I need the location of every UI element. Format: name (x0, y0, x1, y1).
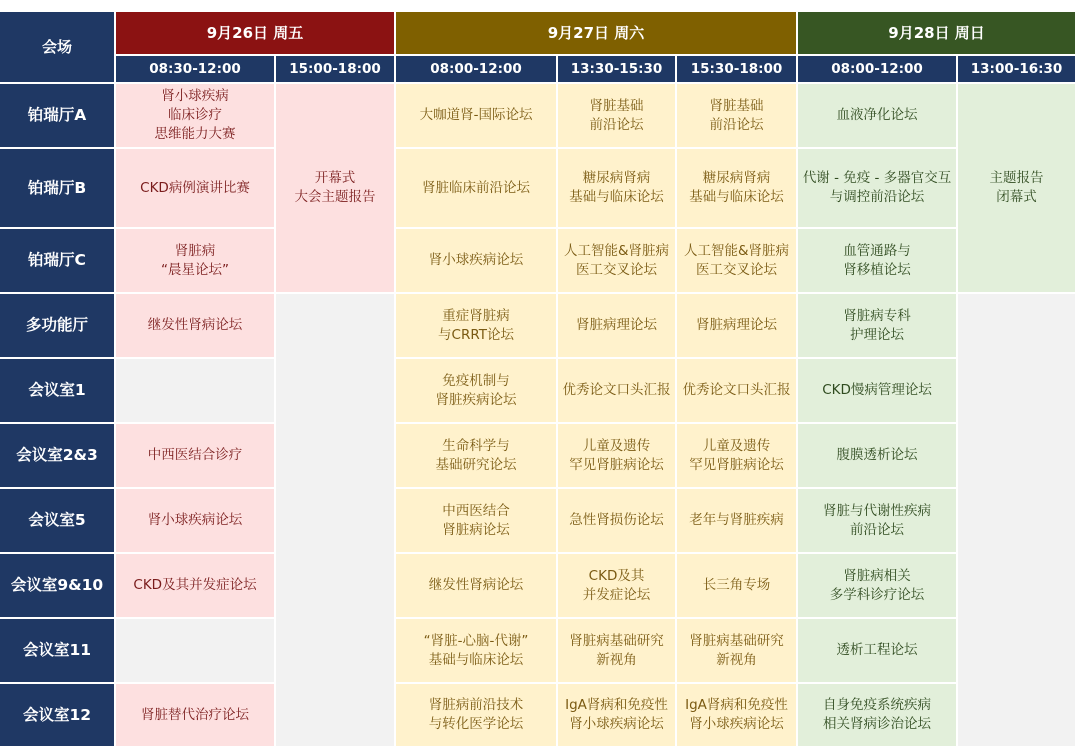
venue-name: 会议室5 (0, 489, 116, 554)
time-slot-header: 08:00-12:00 (396, 56, 558, 84)
session-cell: 代谢 - 免疫 - 多器官交互 与调控前沿论坛 (798, 149, 958, 229)
day-header-row (0, 12, 1077, 56)
venue-row (0, 489, 1077, 554)
venue-name: 会议室12 (0, 684, 116, 748)
session-cell: 糖尿病肾病 基础与临床论坛 (677, 149, 798, 229)
session-cell: 肾小球疾病论坛 (396, 229, 558, 294)
time-slot-header: 08:30-12:00 (116, 56, 276, 84)
empty-cell (116, 359, 276, 424)
day-header-sep26: 9月26日 周五 (116, 12, 396, 56)
session-cell: 大咖道肾-国际论坛 (396, 84, 558, 149)
session-cell: 肾脏病前沿技术 与转化医学论坛 (396, 684, 558, 748)
day-header-sep28: 9月28日 周日 (798, 12, 1077, 56)
session-cell: 急性肾损伤论坛 (558, 489, 677, 554)
session-cell: 肾脏基础 前沿论坛 (558, 84, 677, 149)
session-cell: 血液净化论坛 (798, 84, 958, 149)
venue-name: 会议室11 (0, 619, 116, 684)
session-cell: 中西医结合诊疗 (116, 424, 276, 489)
session-cell: 自身免疫系统疾病 相关肾病诊治论坛 (798, 684, 958, 748)
venue-row (0, 84, 1077, 149)
session-cell: 肾脏替代治疗论坛 (116, 684, 276, 748)
session-cell: 透析工程论坛 (798, 619, 958, 684)
session-cell: 血管通路与 肾移植论坛 (798, 229, 958, 294)
session-cell: 肾脏临床前沿论坛 (396, 149, 558, 229)
venue-row (0, 424, 1077, 489)
session-cell: 优秀论文口头汇报 (558, 359, 677, 424)
empty-block (958, 294, 1077, 748)
session-cell: 肾脏病专科 护理论坛 (798, 294, 958, 359)
session-cell: 肾脏基础 前沿论坛 (677, 84, 798, 149)
session-cell: 肾小球疾病论坛 (116, 489, 276, 554)
session-cell: 肾脏病理论坛 (677, 294, 798, 359)
session-cell: 肾脏病相关 多学科诊疗论坛 (798, 554, 958, 619)
venue-column-header: 会场 (0, 12, 116, 84)
session-cell: 免疫机制与 肾脏疾病论坛 (396, 359, 558, 424)
time-slot-header: 15:30-18:00 (677, 56, 798, 84)
session-cell: IgA肾病和免疫性 肾小球疾病论坛 (558, 684, 677, 748)
time-slot-header: 13:30-15:30 (558, 56, 677, 84)
venue-name: 铂瑞厅B (0, 149, 116, 229)
venue-row (0, 619, 1077, 684)
venue-row (0, 359, 1077, 424)
session-cell: 肾脏病基础研究 新视角 (677, 619, 798, 684)
venue-row (0, 684, 1077, 748)
venue-row (0, 149, 1077, 229)
session-cell: 儿童及遗传 罕见肾脏病论坛 (677, 424, 798, 489)
session-cell: 重症肾脏病 与CRRT论坛 (396, 294, 558, 359)
empty-block (276, 294, 396, 748)
session-cell: 人工智能&肾脏病 医工交叉论坛 (677, 229, 798, 294)
session-cell: CKD及其并发症论坛 (116, 554, 276, 619)
session-cell: 腹膜透析论坛 (798, 424, 958, 489)
opening-ceremony-cell: 开幕式 大会主题报告 (276, 84, 396, 294)
session-cell: 肾脏与代谢性疾病 前沿论坛 (798, 489, 958, 554)
time-slot-header: 13:00-16:30 (958, 56, 1077, 84)
session-cell: 继发性肾病论坛 (116, 294, 276, 359)
session-cell: 长三角专场 (677, 554, 798, 619)
time-slot-header: 08:00-12:00 (798, 56, 958, 84)
venue-row (0, 554, 1077, 619)
day-header-sep27: 9月27日 周六 (396, 12, 798, 56)
session-cell: 继发性肾病论坛 (396, 554, 558, 619)
venue-name: 铂瑞厅C (0, 229, 116, 294)
session-cell: 优秀论文口头汇报 (677, 359, 798, 424)
venue-name: 会议室1 (0, 359, 116, 424)
session-cell: 生命科学与 基础研究论坛 (396, 424, 558, 489)
session-cell: 糖尿病肾病 基础与临床论坛 (558, 149, 677, 229)
session-cell: “肾脏-心脑-代谢” 基础与临床论坛 (396, 619, 558, 684)
closing-ceremony-cell: 主题报告 闭幕式 (958, 84, 1077, 294)
session-cell: 人工智能&肾脏病 医工交叉论坛 (558, 229, 677, 294)
venue-name: 多功能厅 (0, 294, 116, 359)
venue-name: 会议室9&10 (0, 554, 116, 619)
time-slot-header: 15:00-18:00 (276, 56, 396, 84)
session-cell: CKD及其 并发症论坛 (558, 554, 677, 619)
session-cell: 肾脏病 “晨星论坛” (116, 229, 276, 294)
session-cell: CKD慢病管理论坛 (798, 359, 958, 424)
session-cell: 肾脏病理论坛 (558, 294, 677, 359)
venue-name: 会议室2&3 (0, 424, 116, 489)
schedule-table (0, 12, 1077, 748)
venue-name: 铂瑞厅A (0, 84, 116, 149)
venue-row (0, 229, 1077, 294)
venue-row (0, 294, 1077, 359)
session-cell: 肾脏病基础研究 新视角 (558, 619, 677, 684)
session-cell: IgA肾病和免疫性 肾小球疾病论坛 (677, 684, 798, 748)
time-header-row (0, 56, 1077, 84)
session-cell: 儿童及遗传 罕见肾脏病论坛 (558, 424, 677, 489)
session-cell: 中西医结合 肾脏病论坛 (396, 489, 558, 554)
session-cell: 老年与肾脏疾病 (677, 489, 798, 554)
session-cell: CKD病例演讲比赛 (116, 149, 276, 229)
empty-cell (116, 619, 276, 684)
session-cell: 肾小球疾病 临床诊疗 思维能力大赛 (116, 84, 276, 149)
